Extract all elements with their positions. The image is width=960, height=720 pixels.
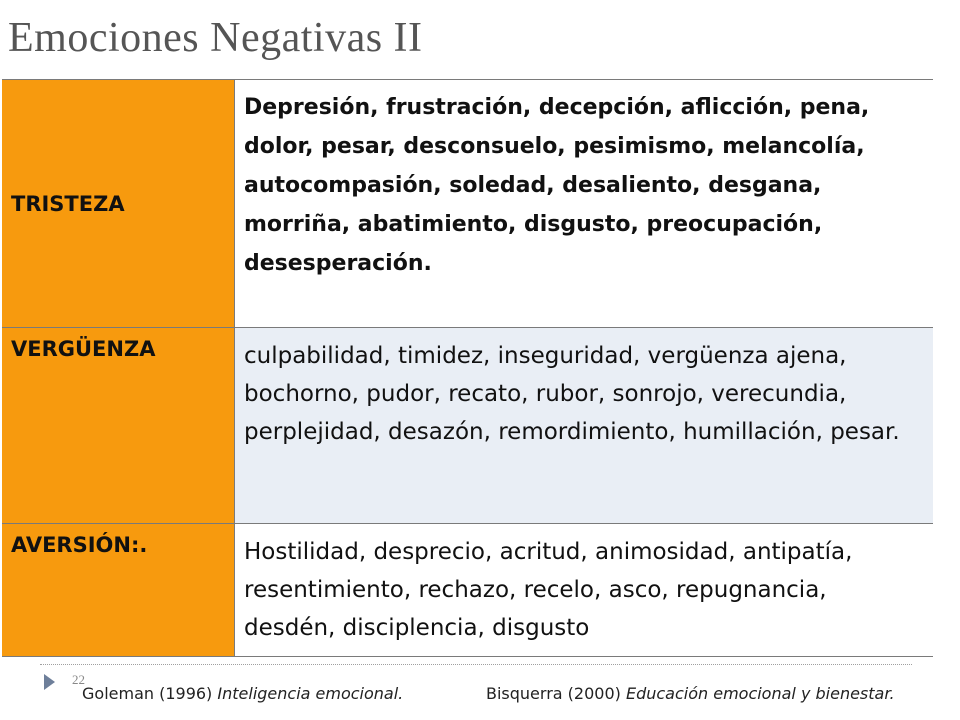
table-row-verguenza [2,327,933,524]
bullet-arrow-icon [44,674,55,690]
citation-goleman [82,684,403,703]
row-content: culpabilidad, timidez, inseguridad, vergüenza ajena, bochorno, pudor, recato, rubor, sonrojo, verecundia, perplejidad, desazón, remordimiento, humillación, pesar. [234,328,933,524]
row-label: AVERSIÓN:. [2,524,234,656]
citation-author: Bisquerra (2000) [486,684,626,703]
emotions-table [2,79,933,655]
table-row-tristeza [2,80,933,327]
citation-title: Educación emocional y bienestar. [625,684,895,703]
row-label: TRISTEZA [2,80,234,327]
citation-title: Inteligencia emocional. [217,684,404,703]
page-number: 22 [72,672,85,687]
row-content: Hostilidad, desprecio, acritud, animosidad, antipatía, resentimiento, rechazo, recelo, asco, repugnancia, desdén, disciplencia, disgusto [234,524,933,656]
citation-author: Goleman (1996) [82,684,218,703]
table-row-aversion [2,523,933,657]
footer-divider [40,664,912,665]
row-label: VERGÜENZA [2,328,234,524]
page-title: Emociones Negativas II [8,15,423,61]
row-content: Depresión, frustración, decepción, aflicción, pena, dolor, pesar, desconsuelo, pesimismo, melancolía, autocompasión, soledad, desaliento, desgana, morriña, abatimiento, disgusto, preocupación, desesperación. [234,80,933,327]
citation-bisquerra [486,684,895,703]
